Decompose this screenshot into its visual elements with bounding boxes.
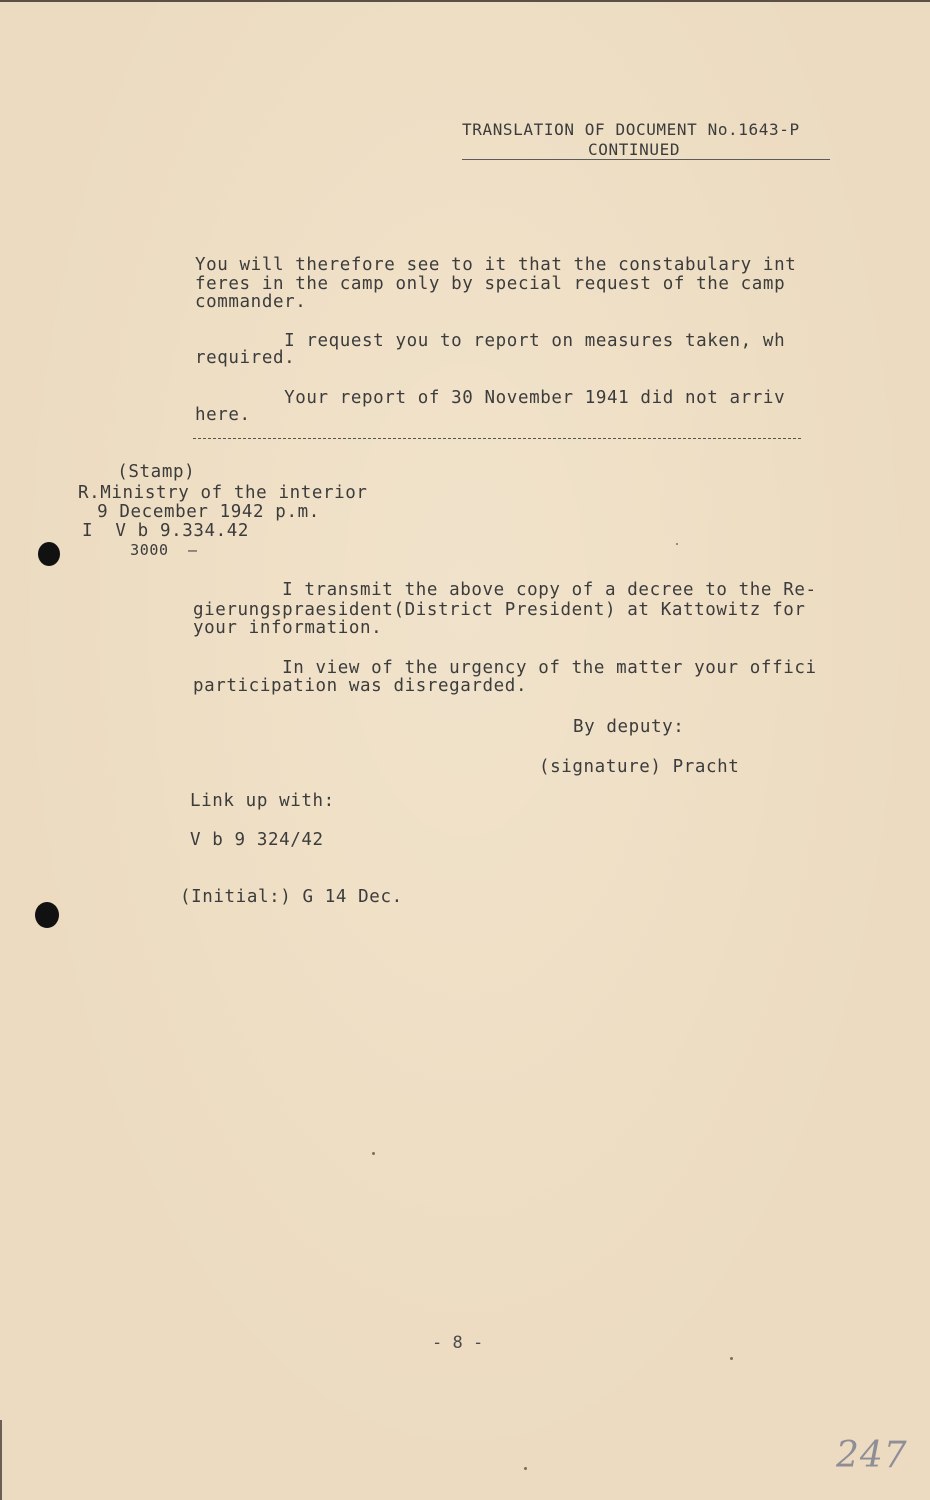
body-line: required.: [195, 348, 296, 368]
header-subtitle: CONTINUED: [588, 140, 681, 159]
link-label: Link up with:: [190, 791, 335, 811]
paper-speck: [676, 543, 678, 545]
archive-number: 247: [836, 1435, 908, 1476]
paper-speck: [730, 1357, 733, 1360]
punch-hole-bottom: [35, 902, 59, 928]
body-line: In view of the urgency of the matter your offici: [193, 658, 817, 678]
header-underline: [462, 159, 830, 160]
body-line: here.: [195, 405, 251, 425]
page-number: - 8 -: [432, 1333, 484, 1353]
body-line: feres in the camp only by special request of the camp: [195, 274, 786, 294]
link-reference: V b 9 324/42: [190, 830, 324, 850]
body-line: Your report of 30 November 1941 did not arriv: [195, 388, 786, 408]
stamp-line: 3000 —: [82, 541, 198, 559]
by-deputy: By deputy:: [573, 717, 685, 737]
paper-speck: [372, 1152, 375, 1155]
body-line: gierungspraesident(District President) at Kattowitz for: [193, 600, 806, 620]
stamp-line: I V b 9.334.42: [82, 521, 250, 541]
body-line: commander.: [195, 292, 307, 312]
header-title: TRANSLATION OF DOCUMENT No.1643-P: [462, 120, 800, 139]
dashed-separator: [193, 438, 801, 439]
stamp-line: 9 December 1942 p.m.: [86, 502, 320, 522]
punch-hole-top: [38, 542, 60, 566]
body-line: participation was disregarded.: [193, 676, 528, 696]
body-line: your information.: [193, 618, 383, 638]
signature-line: (signature) Pracht: [539, 757, 740, 777]
left-edge-mark: [0, 1420, 2, 1500]
body-line: I request you to report on measures taken, wh: [195, 331, 786, 351]
initial-line: (Initial:) G 14 Dec.: [180, 887, 403, 907]
stamp-line: R.Ministry of the interior: [78, 483, 368, 503]
stamp-line: (Stamp): [95, 462, 196, 482]
body-line: I transmit the above copy of a decree to the Re-: [193, 580, 817, 600]
body-line: You will therefore see to it that the constabulary int: [195, 255, 797, 275]
top-edge-line: [0, 0, 930, 2]
paper-speck: [524, 1467, 527, 1470]
